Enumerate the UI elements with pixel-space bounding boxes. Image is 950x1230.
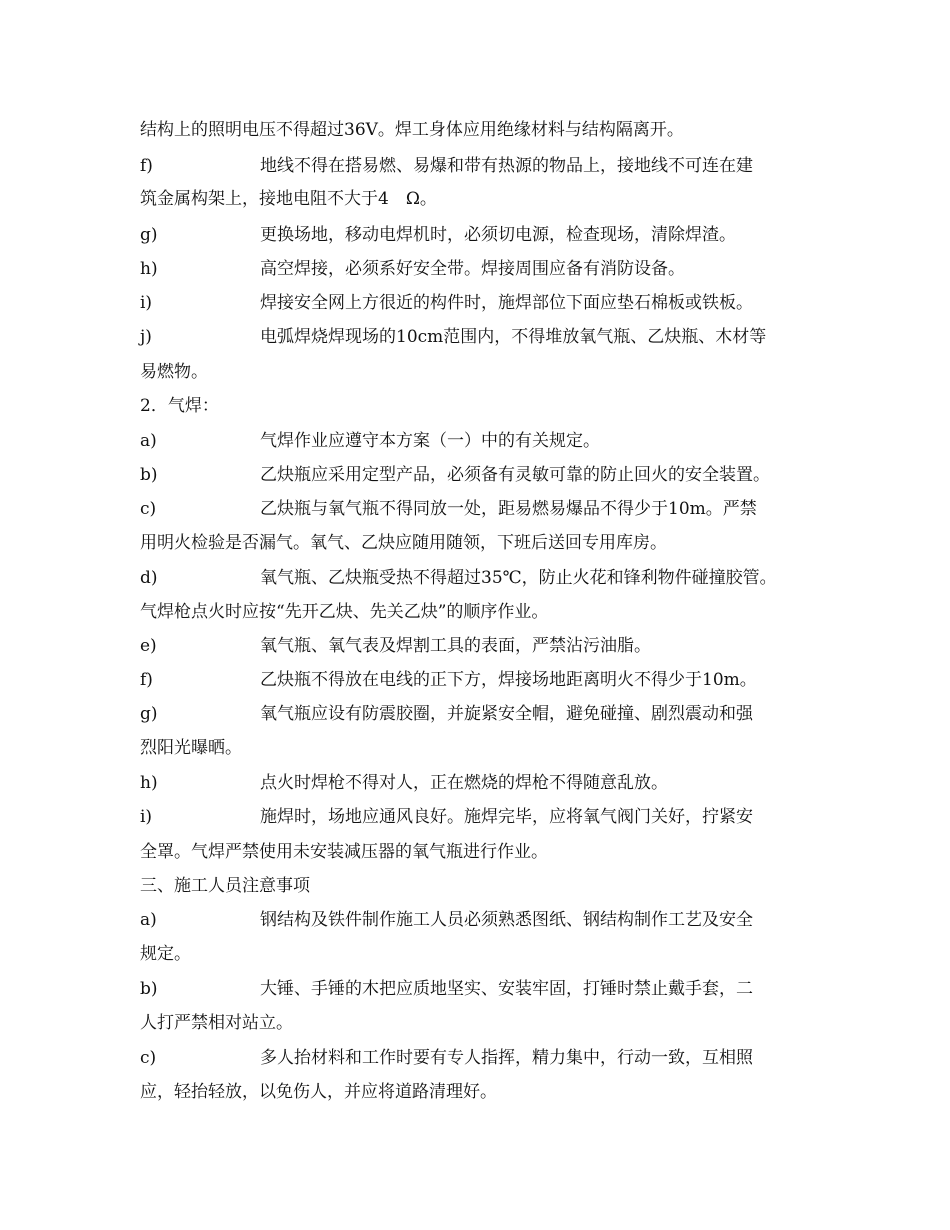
item-text-continuation: 用明火检验是否漏气。氧气、乙炔应随用随领，下班后送回专用库房。 — [140, 533, 667, 553]
item-marker: a) — [140, 431, 157, 451]
item-marker: i) — [140, 807, 153, 827]
item-text: 多人抬材料和工作时要有专人指挥，精力集中，行动一致，互相照 — [260, 1048, 753, 1068]
item-text: 乙炔瓶不得放在电线的正下方，焊接场地距离明火不得少于10m。 — [260, 670, 757, 690]
item-marker: e) — [140, 636, 157, 656]
section-heading-workers: 三、施工人员注意事项 — [140, 876, 310, 896]
item-text-continuation: 筑金属构架上，接地电阻不大于4 Ω。 — [140, 189, 437, 209]
item-text: 乙炔瓶与氧气瓶不得同放一处，距易燃易爆品不得少于10m。严禁 — [260, 499, 757, 519]
item-marker: g) — [140, 704, 158, 724]
item-text: 氧气瓶、乙炔瓶受热不得超过35℃，防止火花和锋利物件碰撞胶管。 — [260, 568, 777, 588]
item-text: 钢结构及铁件制作施工人员必须熟悉图纸、钢结构制作工艺及安全 — [260, 910, 753, 930]
item-text: 焊接安全网上方很近的构件时，施焊部位下面应垫石棉板或铁板。 — [260, 293, 753, 313]
item-text-continuation: 应，轻抬轻放，以免伤人，并应将道路清理好。 — [140, 1082, 497, 1102]
item-marker: i) — [140, 293, 153, 313]
item-text-continuation: 规定。 — [140, 944, 191, 964]
item-text: 高空焊接，必须系好安全带。焊接周围应备有消防设备。 — [260, 259, 685, 279]
item-marker: f) — [140, 670, 153, 690]
item-marker: j) — [140, 327, 152, 347]
item-text: 氧气瓶应设有防震胶圈，并旋紧安全帽，避免碰撞、剧烈震动和强 — [260, 704, 753, 724]
item-marker: g) — [140, 225, 158, 245]
item-text: 电弧焊烧焊现场的10cm范围内，不得堆放氧气瓶、乙炔瓶、木材等 — [260, 327, 767, 347]
item-marker: a) — [140, 910, 157, 930]
item-text: 大锤、手锤的木把应质地坚实、安装牢固，打锤时禁止戴手套，二 — [260, 979, 753, 999]
item-marker: b) — [140, 465, 158, 485]
item-text: 施焊时，场地应通风良好。施焊完毕，应将氧气阀门关好，拧紧安 — [260, 807, 753, 827]
item-marker: c) — [140, 499, 157, 519]
item-marker: d) — [140, 568, 158, 588]
item-text-continuation: 气焊枪点火时应按“先开乙炔、先关乙炔”的顺序作业。 — [140, 602, 549, 622]
item-marker: b) — [140, 979, 158, 999]
item-text-continuation: 全罩。气焊严禁使用未安装减压器的氧气瓶进行作业。 — [140, 842, 548, 862]
item-text: 气焊作业应遵守本方案（一）中的有关规定。 — [260, 431, 600, 451]
item-marker: h) — [140, 259, 158, 279]
item-text: 更换场地，移动电焊机时，必须切电源，检查现场，清除焊渣。 — [260, 225, 736, 245]
item-marker: c) — [140, 1048, 157, 1068]
item-text-continuation: 烈阳光曝晒。 — [140, 738, 242, 758]
item-text: 地线不得在搭易燃、易爆和带有热源的物品上，接地线不可连在建 — [260, 156, 753, 176]
item-text: 乙炔瓶应采用定型产品，必须备有灵敏可靠的防止回火的安全装置。 — [260, 465, 770, 485]
item-text-continuation: 易燃物。 — [140, 362, 208, 382]
item-text: 氧气瓶、氧气表及焊割工具的表面，严禁沾污油脂。 — [260, 636, 651, 656]
section-heading-gas-welding: 2．气焊： — [140, 396, 219, 416]
continuation-line: 结构上的照明电压不得超过36V。焊工身体应用绝缘材料与结构隔离开。 — [140, 120, 684, 140]
item-marker: h) — [140, 773, 158, 793]
item-text-continuation: 人打严禁相对站立。 — [140, 1013, 293, 1033]
item-marker: f) — [140, 156, 153, 176]
item-text: 点火时焊枪不得对人，正在燃烧的焊枪不得随意乱放。 — [260, 773, 668, 793]
